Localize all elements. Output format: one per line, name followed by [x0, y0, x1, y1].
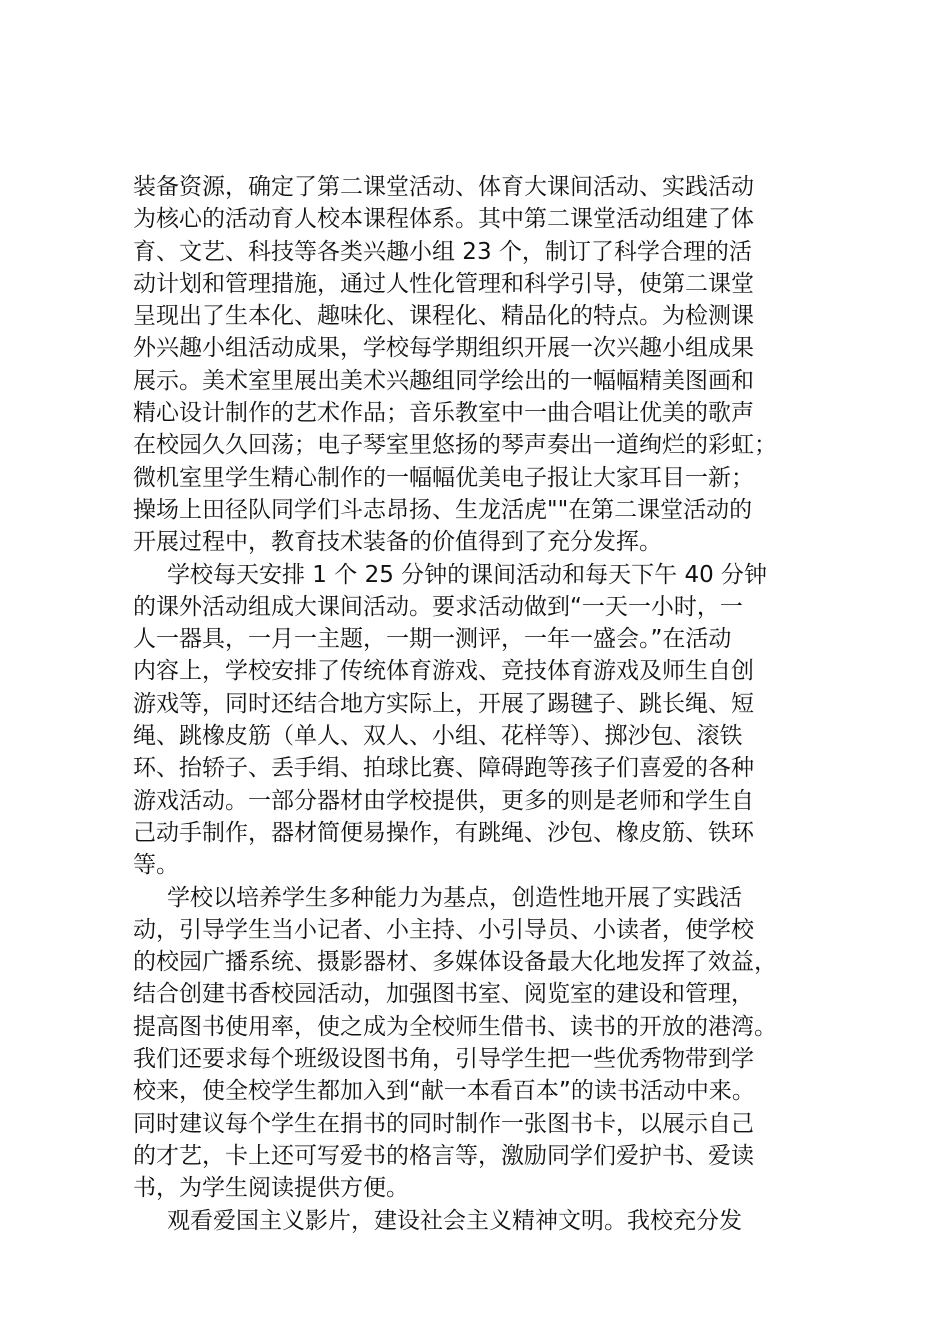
text-line: 校来，使全校学生都加入到“献一本看百本”的读书活动中来。	[133, 1078, 755, 1105]
paragraph-start-line: 观看爱国主义影片，建设社会主义精神文明。我校充分发	[167, 1207, 742, 1234]
text-line: 结合创建书香校园活动，加强图书室、阅览室的建设和管理，	[133, 981, 754, 1008]
text-line: 书，为学生阅读提供方便。	[133, 1175, 409, 1202]
text-line: 展示。美术室里展出美术兴趣组同学绘出的一幅幅精美图画和	[133, 367, 754, 394]
text-line: 微机室里学生精心制作的一幅幅优美电子报让大家耳目一新；	[133, 464, 754, 491]
text-line: 在校园久久回荡；电子琴室里悠扬的琴声奏出一道绚烂的彩虹；	[133, 432, 777, 459]
text-line: 动，引导学生当小记者、小主持、小引导员、小读者，使学校	[133, 916, 754, 943]
text-line: 绳、跳橡皮筋（单人、双人、小组、花样等）、掷沙包、滚铁	[133, 723, 743, 750]
text-line: 外兴趣小组活动成果，学校每学期组织开展一次兴趣小组成果	[133, 335, 754, 362]
text-line: 游戏等，同时还结合地方实际上，开展了踢毽子、跳长绳、短	[133, 690, 754, 717]
text-line: 提高图书使用率，使之成为全校师生借书、读书的开放的港湾。	[133, 1013, 777, 1040]
text-line: 装备资源，确定了第二课堂活动、体育大课间活动、实践活动	[133, 174, 754, 200]
text-line: 内容上，学校安排了传统体育游戏、竞技体育游戏及师生自创	[133, 658, 754, 685]
text-line: 育、文艺、科技等各类兴趣小组 23 个，制订了科学合理的活	[133, 238, 752, 265]
text-line: 我们还要求每个班级设图书角，引导学生把一些优秀物带到学	[133, 1046, 754, 1073]
text-line: 等。	[133, 852, 179, 879]
text-line: 开展过程中，教育技术装备的价值得到了充分发挥。	[133, 529, 662, 556]
text-line: 人一器具，一月一主题，一期一测评，一年一盛会。”在活动	[133, 626, 732, 653]
text-line: 游戏活动。一部分器材由学校提供，更多的则是老师和学生自	[133, 787, 754, 814]
text-line: 同时建议每个学生在捐书的同时制作一张图书卡，以展示自己	[133, 1110, 754, 1137]
text-line: 的课外活动组成大课间活动。要求活动做到“一天一小时，一	[133, 593, 743, 620]
text-line: 动计划和管理措施，通过人性化管理和科学引导，使第二课堂	[133, 270, 754, 297]
text-line: 操场上田径队同学们斗志昂扬、生龙活虎""在第二课堂活动的	[133, 496, 753, 523]
text-line: 的校园广播系统、摄影器材、多媒体设备最大化地发挥了效益，	[133, 949, 777, 976]
text-line: 呈现出了生本化、趣味化、课程化、精品化的特点。为检测课	[133, 303, 754, 330]
paragraph-start-line: 学校以培养学生多种能力为基点，创造性地开展了实践活	[167, 884, 742, 911]
text-line: 为核心的活动育人校本课程体系。其中第二课堂活动组建了体	[133, 206, 754, 233]
text-line: 己动手制作，器材简便易操作，有跳绳、沙包、橡皮筋、铁环	[133, 819, 754, 846]
text-line: 的才艺，卡上还可写爱书的格言等，激励同学们爱护书、爱读	[133, 1142, 754, 1169]
paragraph-start-line: 学校每天安排 1 个 25 分钟的课间活动和每天下午 40 分钟	[167, 561, 768, 588]
document-body	[133, 171, 833, 1237]
text-line: 精心设计制作的艺术作品；音乐教室中一曲合唱让优美的歌声	[133, 400, 754, 427]
text-line: 环、抬轿子、丢手绢、拍球比赛、障碍跑等孩子们喜爱的各种	[133, 755, 754, 782]
